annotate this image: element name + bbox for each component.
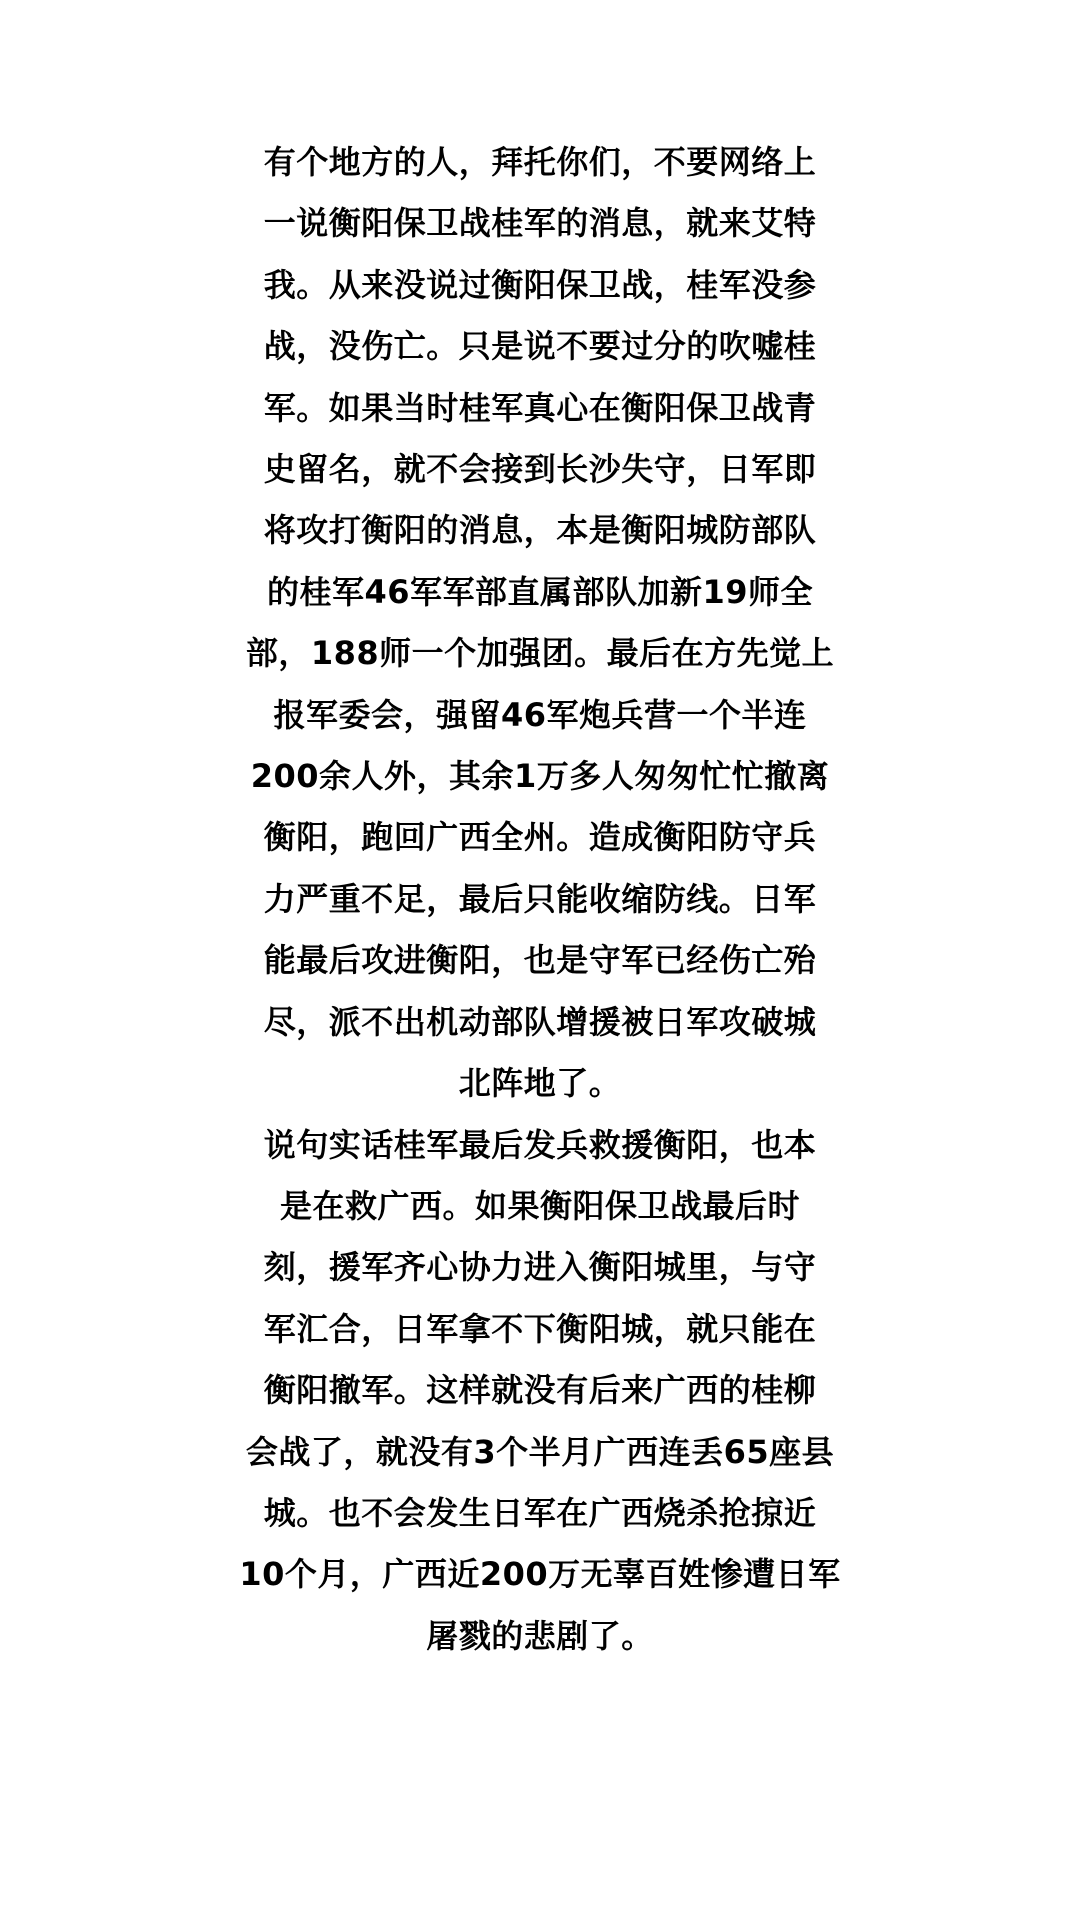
text-line: 衡阳撤军。这样就没有后来广西的桂柳 — [263, 1371, 817, 1410]
text-line: 报军委会，强留46军炮兵营一个半连 — [273, 695, 807, 734]
text-line: 能最后攻进衡阳，也是守军已经伤亡殆 — [263, 941, 817, 980]
text-line: 力严重不足，最后只能收缩防线。日军 — [263, 879, 817, 918]
text-line: 说句实话桂军最后发兵救援衡阳，也本 — [263, 1125, 817, 1164]
text-line: 一说衡阳保卫战桂军的消息，就来艾特 — [263, 204, 817, 243]
text-line: 有个地方的人，拜托你们，不要网络上 — [263, 143, 817, 181]
text-line: 尽，派不出机动部队增援被日军攻破城 — [263, 1002, 817, 1041]
text-line: 衡阳，跑回广西全州。造成衡阳防守兵 — [263, 818, 817, 857]
article-text — [0, 132, 1080, 1667]
text-line: 的桂军46军军部直属部队加新19师全 — [266, 572, 814, 611]
text-line: 我。从来没说过衡阳保卫战，桂军没参 — [263, 265, 817, 304]
text-line: 刻，援军齐心协力进入衡阳城里，与守 — [263, 1248, 817, 1287]
text-line: 屠戮的悲剧了。 — [426, 1616, 654, 1655]
text-line: 战，没伤亡。只是说不要过分的吹嘘桂 — [263, 327, 817, 366]
text-line: 200余人外，其余1万多人匆匆忙忙撤离 — [250, 757, 830, 796]
text-line: 是在救广西。如果衡阳保卫战最后时 — [279, 1186, 800, 1225]
text-line: 军汇合，日军拿不下衡阳城，就只能在 — [263, 1309, 817, 1348]
text-line: 史留名，就不会接到长沙失守，日军即 — [263, 450, 817, 489]
text-line: 北阵地了。 — [458, 1064, 622, 1103]
text-line: 城。也不会发生日军在广西烧杀抢掠近 — [263, 1493, 817, 1532]
text-line: 军。如果当时桂军真心在衡阳保卫战青 — [263, 388, 817, 427]
text-line: 会战了，就没有3个半月广西连丢65座县 — [245, 1432, 835, 1471]
text-line: 10个月，广西近200万无辜百姓惨遭日军 — [239, 1555, 841, 1594]
text-line: 将攻打衡阳的消息，本是衡阳城防部队 — [263, 511, 817, 550]
text-line: 部，188师一个加强团。最后在方先觉上 — [245, 634, 835, 673]
